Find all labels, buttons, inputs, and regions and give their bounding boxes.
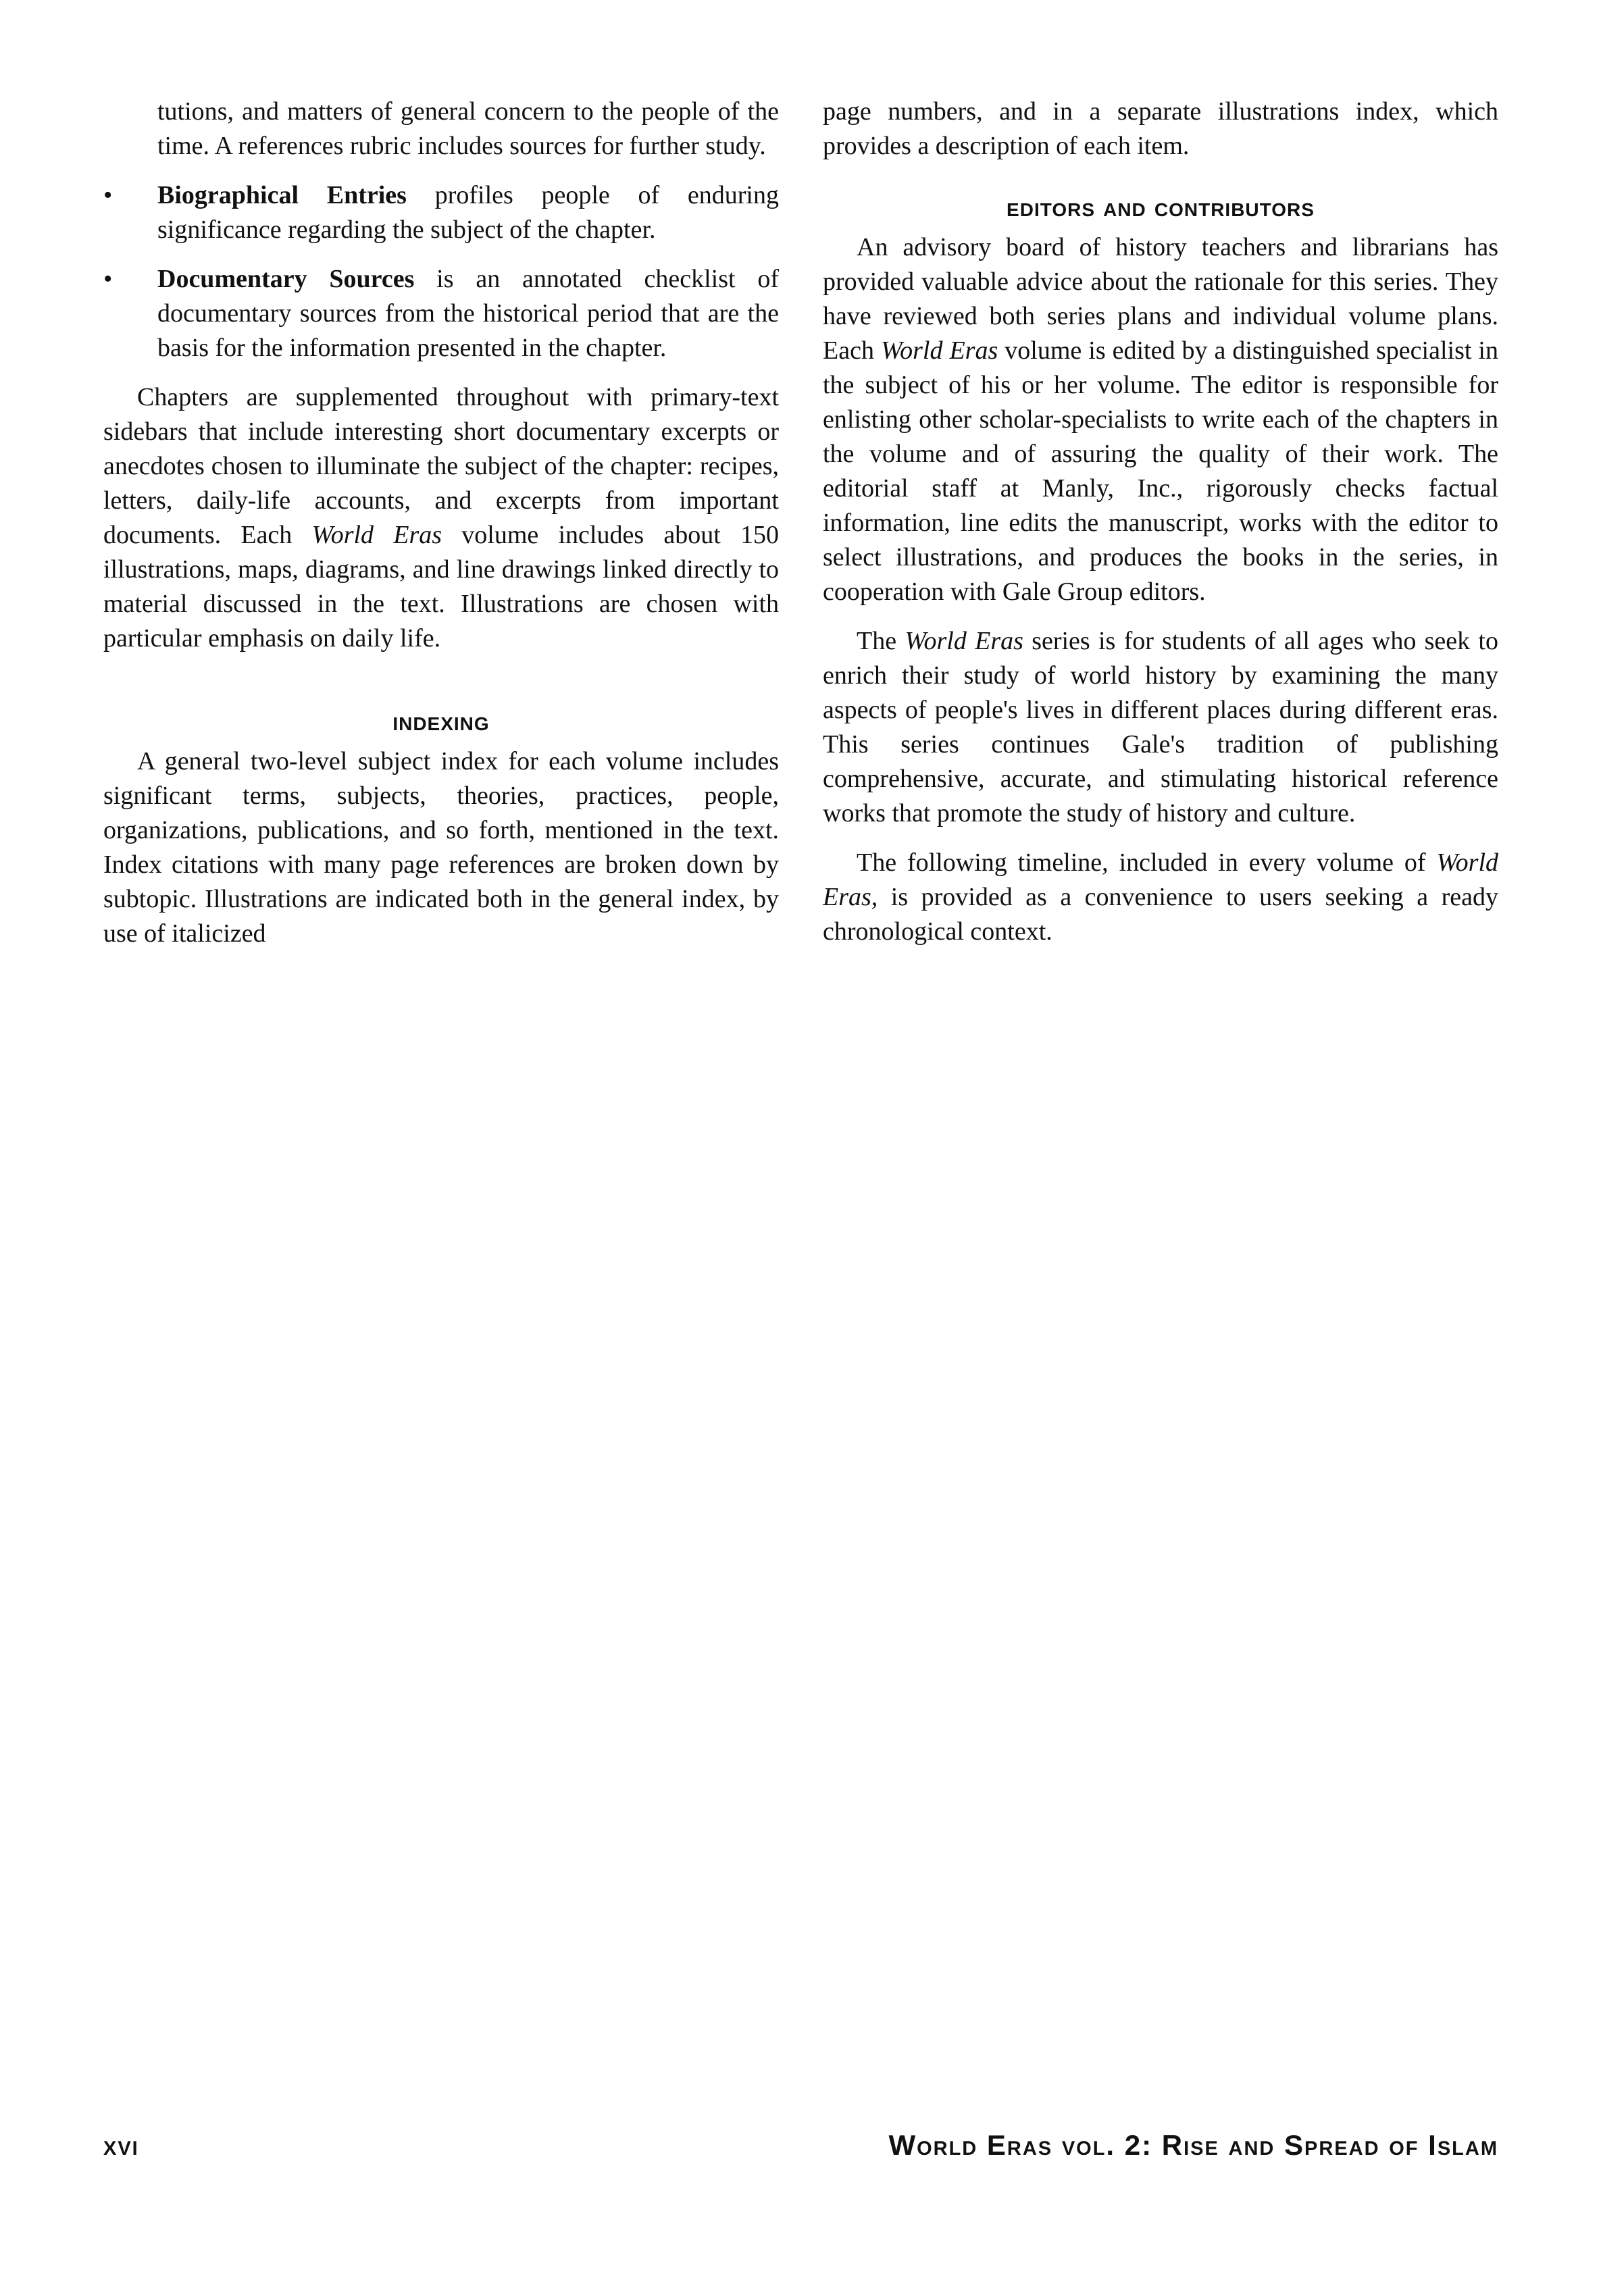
text-run: volume is edited by a distinguished specialist in the subject of his or her volume. The editor is responsible for enlisting other scholar-specialists to write each of the chapters in the volume and of assuring the quality of their work. The editorial staff at Manly, Inc., rigorously checks factual information, line edits the manuscript, works with the editor to select illustrations, and produces the books in the series, in cooperation with Gale Group editors. <box>823 336 1498 606</box>
list-item-documentary <box>103 262 779 365</box>
term-description: is an annotated checklist of documentary sources from the historical period that are the basis for the information presented in the chapter. <box>157 265 780 362</box>
left-column <box>103 95 779 966</box>
list-item-biographical <box>103 178 779 247</box>
term-description: profiles people of enduring significance regarding the subject of the chapter. <box>157 181 779 244</box>
chapters-paragraph <box>103 380 779 656</box>
continuation-paragraph-left: tutions, and matters of general concern to the people of the time. A references rubric includes sources for further study. <box>157 97 779 160</box>
page-number: xvi <box>103 2129 139 2161</box>
series-title-italic: World Eras, <box>823 848 1498 911</box>
indexing-heading: indexing <box>392 707 490 736</box>
term-documentary-sources: Documentary Sources <box>157 265 415 293</box>
series-title-italic: World Eras <box>880 336 998 365</box>
series-paragraph <box>823 624 1498 831</box>
term-biographical-entries: Biographical Entries <box>157 181 407 209</box>
continuation-paragraph-right: page numbers, and in a separate illustrations index, which provides a description of each item. <box>823 97 1498 160</box>
text-run: The <box>857 627 905 655</box>
text-run: is provided as a convenience to users seeking a ready chronological context. <box>823 883 1498 946</box>
text-run: An advisory board of history teachers and librarians has provided valuable advice about the rationale for this series. They have reviewed both series plans and individual volume plans. Each <box>823 233 1498 365</box>
indexing-paragraph: A general two-level subject index for each volume includes significant terms, subjects, theories, practices, people, organizations, publications, and so forth, mentioned in the text. Index citations with many page references are broken down by subtopic. Illustrations are indicated both in the general index, by use of italicized <box>103 747 779 948</box>
running-title: World Eras vol. 2: Rise and Spread of Islam <box>888 2129 1498 2161</box>
bullet-icon: • <box>103 181 113 209</box>
text-run: The following timeline, included in every volume of <box>857 848 1437 877</box>
timeline-paragraph <box>823 846 1498 949</box>
text-run: series is for students of all ages who seek to enrich their study of world history by examining the many aspects of people's lives in different places during different eras. This series continues Gale's tradition of publishing comprehensive, accurate, and stimulating historical reference works that promote the study of history and culture. <box>823 627 1498 827</box>
right-column <box>823 95 1498 964</box>
text-run: volume includes about 150 illustrations, maps, diagrams, and line drawings linked directly to material discussed in the text. Illustrations are chosen with particular emphasis on daily life. <box>103 521 779 653</box>
page-footer <box>103 2129 1498 2170</box>
editors-paragraph <box>823 230 1498 609</box>
text-run: Chapters are supplemented throughout with primary-text sidebars that include interesting short documentary excerpts or anecdotes chosen to illuminate the subject of the chapter: recipes, letters, daily-life accounts, and excerpts from important documents. Each <box>103 383 779 549</box>
series-title-italic: World Eras <box>311 521 442 549</box>
editors-heading: editors and contributors <box>1007 193 1315 222</box>
section-list <box>103 178 779 365</box>
bullet-icon: • <box>103 265 113 293</box>
series-title-italic: World Eras <box>905 627 1023 655</box>
